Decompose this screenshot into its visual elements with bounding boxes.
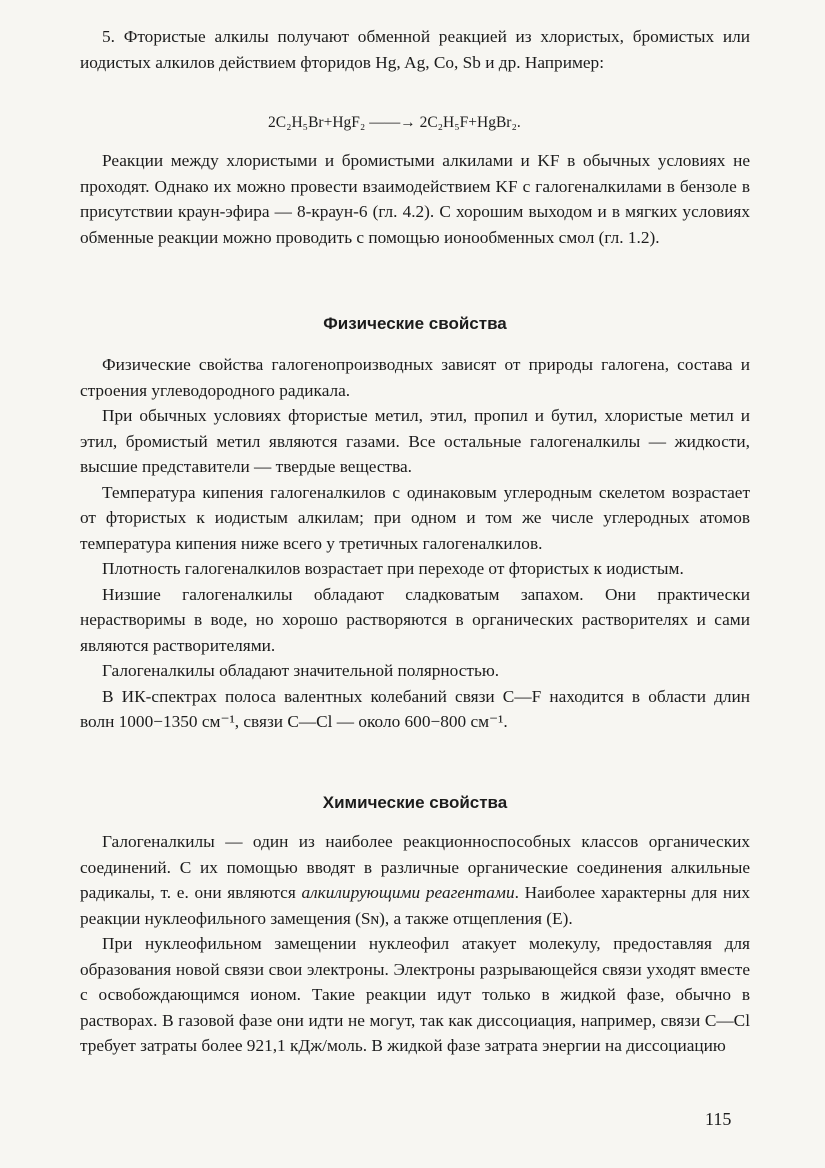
paragraph: При нуклеофильном замещении нуклеофил атакует молекулу, предоставляя для образования новой связи свои электроны. Электроны разрывающейся связи уходят вместе с освобождающимся ионом. Такие реакции идут только в жидкой фазе, обычно в растворах. В газовой фазе они идти не могут, так как диссоциация, например, связи C—Cl требует затраты более 921,1 кДж/моль. В жидкой фазе затрата энергии на диссоциацию bbox=[80, 934, 750, 1055]
paragraph: При обычных условиях фтористые метил, этил, пропил и бутил, хлористые метил и этил, бромистый метил являются газами. Все остальные галогеналкилы — жидкости, высшие представители — твердые вещества. bbox=[80, 406, 750, 476]
section-heading-chemical: Химические свойства bbox=[322, 793, 508, 812]
section-heading-physical: Физические свойства bbox=[323, 314, 507, 333]
physical-properties-block bbox=[80, 352, 750, 735]
chemical-equation bbox=[268, 112, 521, 134]
page-number: 115 bbox=[705, 1109, 732, 1129]
italic-term: алкилирующими реагентами bbox=[301, 883, 515, 902]
equation-reactants: 2C₂H₅Br+HgF₂ bbox=[268, 114, 366, 131]
paragraph: Реакции между хлористыми и бромистыми алкилами и KF в обычных условиях не проходят. Однако их можно провести взаимодействием KF с галогеналкилами в бензоле в присутствии краун-эфира — 8-краун-6 (гл. 4.2). С хорошим выходом и в мягких условиях обменные реакции можно проводить с помощью ионообменных смол (гл. 1.2). bbox=[80, 151, 750, 247]
paragraph bbox=[80, 829, 750, 931]
text-run: Галогеналкилы — один из наиболее реакционноспособных классов органических соединений. С их помощью вводят в различные органические соединения алкильные радикалы, т. е. они являются bbox=[80, 832, 750, 902]
equation-products: 2C₂H₅F+HgBr₂. bbox=[419, 114, 521, 131]
paragraph: Плотность галогеналкилов возрастает при переходе от фтористых к иодистым. bbox=[102, 559, 684, 578]
intro-paragraph-block bbox=[80, 24, 750, 75]
chemical-properties-block bbox=[80, 829, 750, 1059]
paragraph: В ИК-спектрах полоса валентных колебаний связи C—F находится в области длин волн 1000−1350 см⁻¹, связи C—Cl — около 600−800 см⁻¹. bbox=[80, 686, 750, 731]
exchange-reactions-block bbox=[80, 148, 750, 250]
text-run: . Наиболее характерны для них реакции нуклеофильного замещения (Sɴ), а также отщепления (E). bbox=[80, 883, 750, 928]
paragraph: Физические свойства галогенопроизводных зависят от природы галогена, состава и строения углеводородного радикала. bbox=[80, 355, 750, 400]
paragraph: 5. Фтористые алкилы получают обменной реакцией из хлористых, бромистых или иодистых алкилов действием фторидов Hg, Ag, Co, Sb и др. Например: bbox=[80, 27, 750, 72]
paragraph: Температура кипения галогеналкилов с одинаковым углеродным скелетом возрастает от фтористых к иодистым алкилам; при одном и том же числе углеродных атомов температура кипения ниже всего у третичных галогеналкилов. bbox=[80, 482, 750, 553]
paragraph: Галогеналкилы обладают значительной полярностью. bbox=[102, 661, 500, 680]
reaction-arrow: ——→ bbox=[369, 114, 416, 131]
paragraph: Низшие галогеналкилы обладают сладковатым запахом. Они практически нерастворимы в воде, но хорошо растворяются в органических растворителях и сами являются растворителями. bbox=[80, 584, 750, 655]
